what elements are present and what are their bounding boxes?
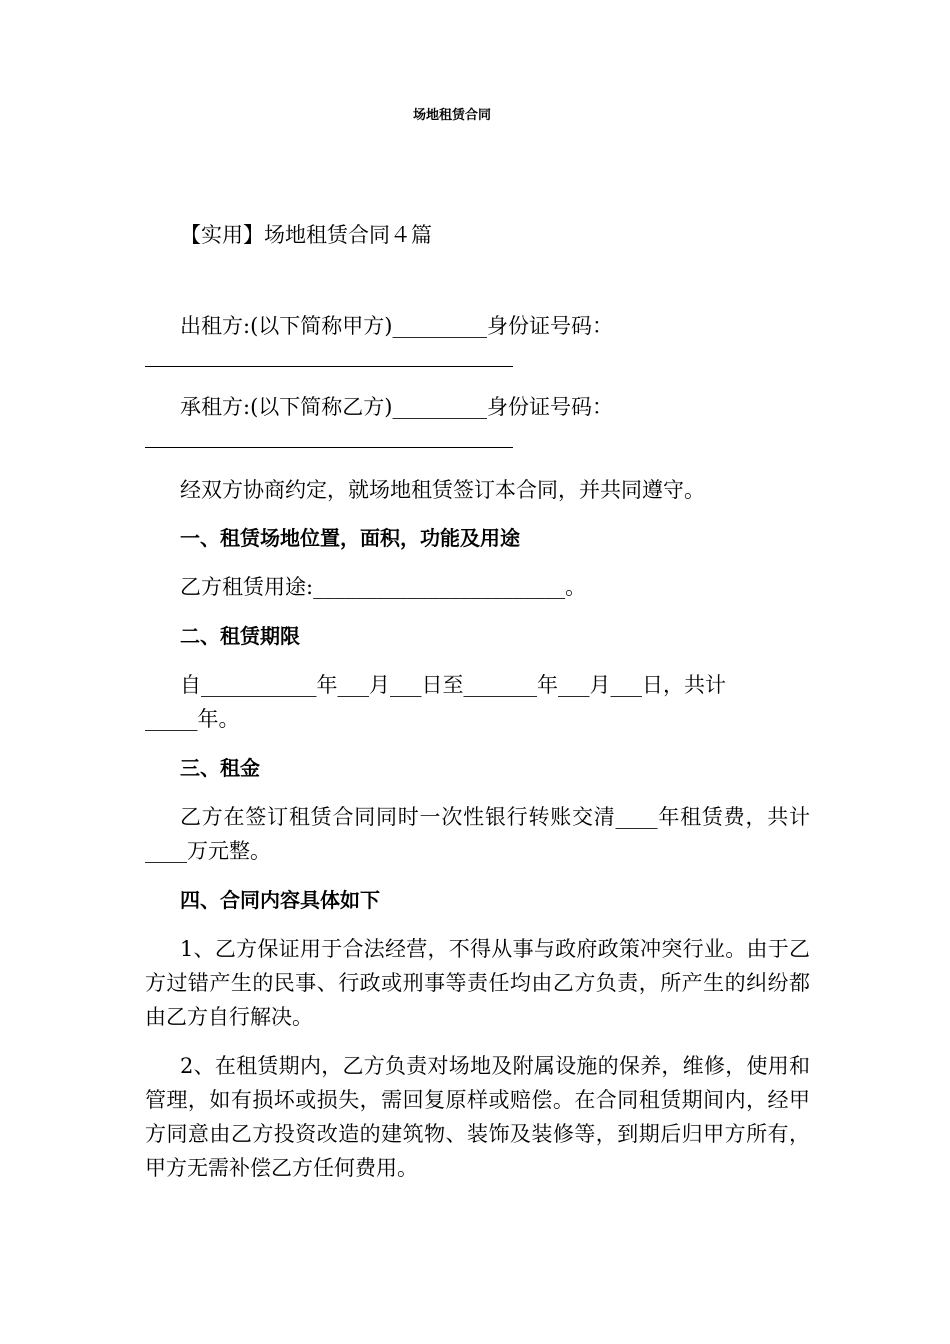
- section-2-line-1: 自___________年___月___日至_______年___月___日，共计: [180, 673, 726, 697]
- section-1-title: 一、租赁场地位置，面积，功能及用途: [180, 526, 520, 550]
- lessee-line: 承租方:(以下简称乙方)_________身份证号码：: [180, 395, 613, 419]
- section-2-line-2: _____年。: [145, 707, 240, 731]
- section-4-title: 四、合同内容具体如下: [180, 888, 380, 912]
- lessor-id-blank: [145, 366, 513, 367]
- section-1-body: 乙方租赁用途:________________________。: [180, 575, 587, 599]
- section-4-item-1: 1、乙方保证用于合法经营，不得从事与政府政策冲突行业。由于乙方过错产生的民事、行政或刑事等责任均由乙方负责，所产生的纠纷都由乙方自行解决。: [145, 937, 810, 1029]
- section-4-item-2: 2、在租赁期内，乙方负责对场地及附属设施的保养，维修，使用和管理，如有损坏或损失，需回复原样或赔偿。在合同租赁期间内，经甲方同意由乙方投资改造的建筑物、装饰及装修等，到期后归甲方所有，甲方无需补偿乙方任何费用。: [145, 1054, 810, 1180]
- page-header-title: 场地租赁合同: [412, 108, 491, 123]
- lessor-line: 出租方:(以下简称甲方)_________身份证号码：: [180, 314, 613, 338]
- lessee-id-blank: [145, 447, 513, 448]
- document-heading: 【实用】场地租赁合同４篇: [180, 223, 432, 247]
- agreement-text: 经双方协商约定，就场地租赁签订本合同，并共同遵守。: [180, 478, 705, 502]
- section-3-title: 三、租金: [180, 756, 260, 780]
- section-2-title: 二、租赁期限: [180, 624, 300, 648]
- section-3-body: 乙方在签订租赁合同同时一次性银行转账交清____年租赁费，共计____万元整。: [145, 805, 810, 863]
